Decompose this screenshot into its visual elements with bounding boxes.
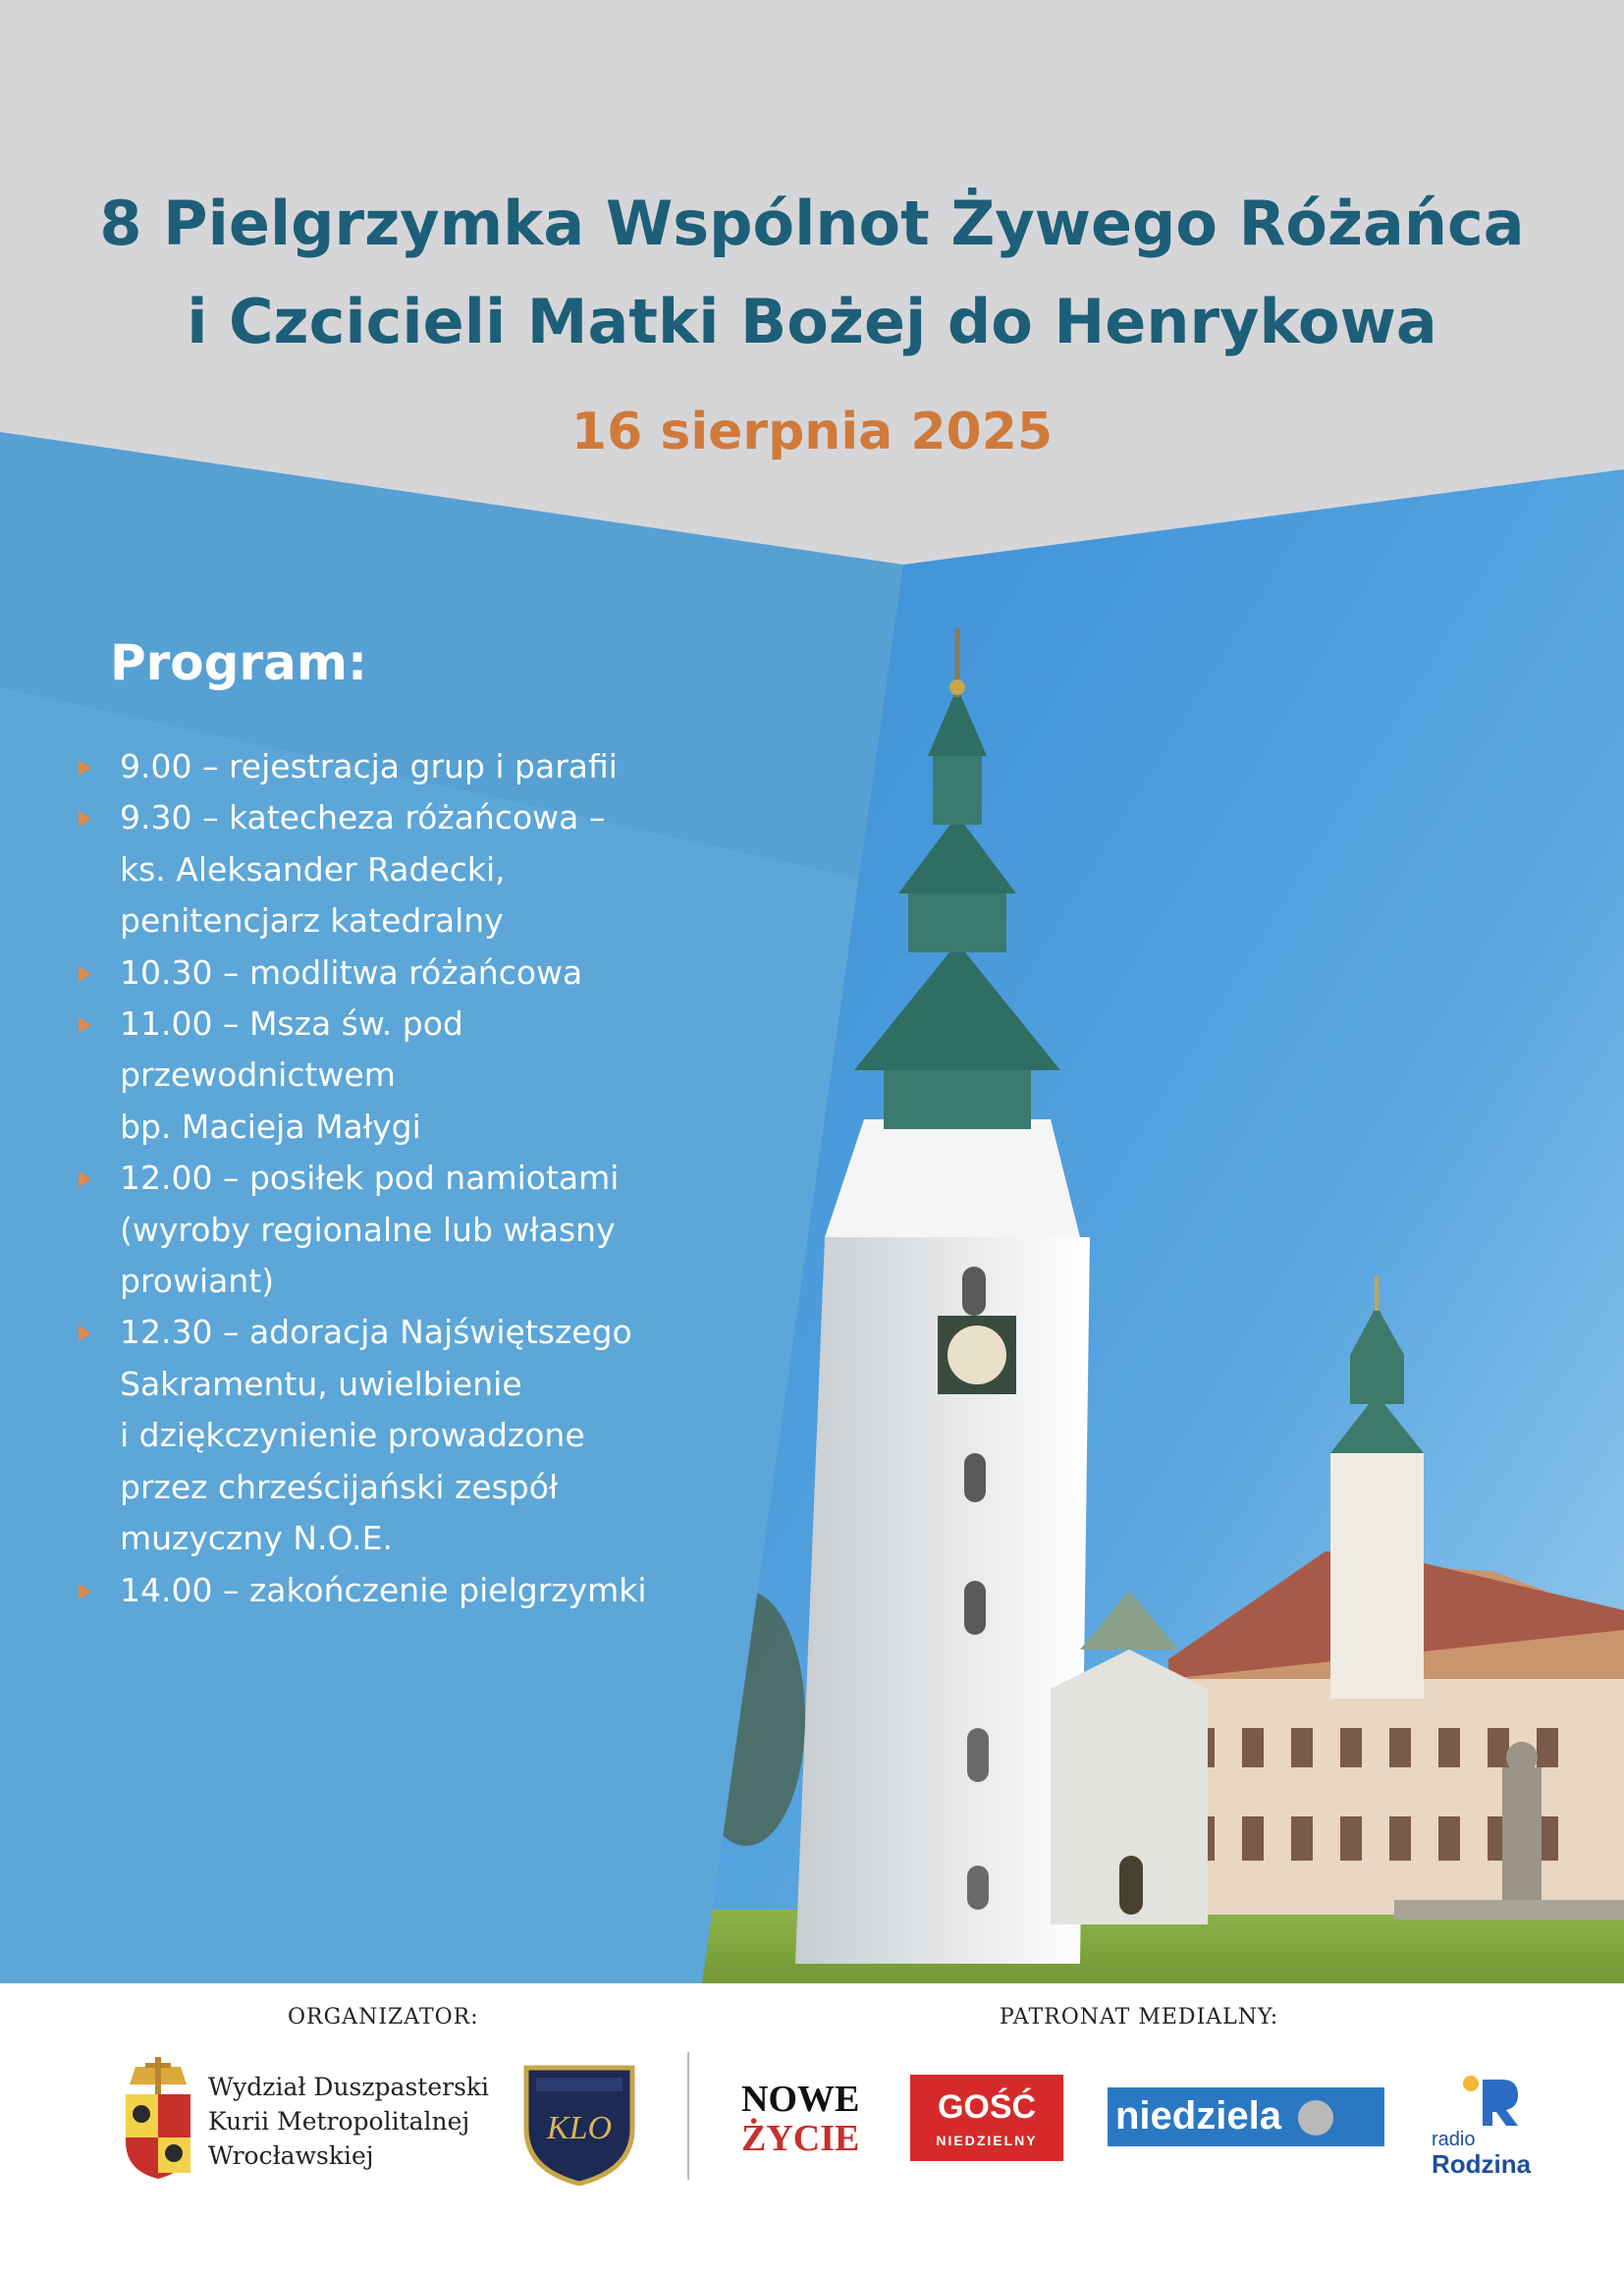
bullet-triangle-icon [79,760,91,776]
bullet-triangle-icon [79,1326,91,1341]
event-title-line-2: i Czcicieli Matki Bożej do Henrykowa [187,286,1437,357]
program-item [79,792,707,947]
event-title [0,175,1624,371]
nowe-zycie-line-1: NOWE [741,2079,860,2120]
gosc-niedzielny-logo [910,2075,1063,2161]
program-item [79,999,707,1153]
program-list [79,741,707,1616]
program-item [79,1565,707,1616]
program-item-line: penitencjarz katedralny [120,901,504,941]
nowe-zycie-logo [741,2080,859,2158]
footer-divider [687,2052,689,2180]
program-item-line: muzyczny N.O.E. [120,1519,393,1558]
niedziela-wordmark: niedziela [1115,2094,1281,2138]
program-item-line: prowiant) [120,1262,275,1301]
media-patronage-label: PATRONAT MEDIALNY: [1000,2005,1279,2029]
program-item-line: (wyroby regionalne lub własny [120,1210,616,1249]
event-date: 16 sierpnia 2025 [570,403,1054,461]
radio-rodzina-line-2: Rodzina [1432,2149,1532,2179]
program-item-line: 9.00 – rejestracja grup i parafii [120,747,618,785]
bullet-triangle-icon [79,966,91,982]
organizer-name-line-1: Wydział Duszpasterski [208,2073,490,2101]
bullet-triangle-icon [79,811,91,827]
radio-rodzina-r-icon [1453,2070,1522,2129]
gosc-line-2: NIEDZIELNY [936,2133,1038,2148]
program-item-line: ks. Aleksander Radecki, [120,849,506,889]
niedziela-logo [1108,2087,1384,2146]
bullet-triangle-icon [79,1584,91,1599]
program-item [79,1153,707,1307]
program-item-line: 12.00 – posiłek pod namiotami [120,1159,620,1198]
organizer-label: ORGANIZATOR: [288,2005,479,2029]
program-item-line: 10.30 – modlitwa różańcowa [120,952,583,992]
program-item-line: przez chrześcijański zespół [120,1467,559,1506]
organizer-name-line-2: Kurii Metropolitalnej [208,2107,470,2136]
event-title-line-1: 8 Pielgrzymka Wspólnot Żywego Różańca [99,188,1525,259]
program-item-line: przewodnictwem [120,1055,396,1095]
organizer-name [208,2070,489,2173]
program-item-line: 12.30 – adoracja Najświętszego [120,1313,632,1352]
program-item [79,947,707,999]
bullet-triangle-icon [79,1017,91,1033]
radio-rodzina-logo [1432,2129,1531,2178]
program-item-line: 9.30 – katecheza różańcowa – [120,798,606,838]
archdiocese-coat-of-arms-logo [118,2057,198,2185]
program-item-line: Sakramentu, uwielbienie [120,1364,522,1403]
program-item [79,741,707,792]
program-item-line: 14.00 – zakończenie pielgrzymki [120,1570,647,1609]
program-item-line: i dziękczynienie prowadzone [120,1416,585,1455]
school-crest-logo [522,2062,636,2186]
program-item [79,1307,707,1564]
program-item-line: 11.00 – Msza św. pod [120,1004,463,1044]
nowe-zycie-line-2: ŻYCIE [741,2118,860,2159]
radio-rodzina-line-1: radio [1432,2129,1476,2150]
gosc-line-1: GOŚĆ [937,2088,1037,2126]
organizer-name-line-3: Wrocławskiej [208,2141,374,2170]
program-heading: Program: [110,634,367,691]
program-item-line: bp. Macieja Małygi [120,1107,421,1146]
niedziela-emblem-icon [1298,2100,1333,2136]
school-crest-initials: KLO [546,2110,613,2146]
bullet-triangle-icon [79,1171,91,1187]
